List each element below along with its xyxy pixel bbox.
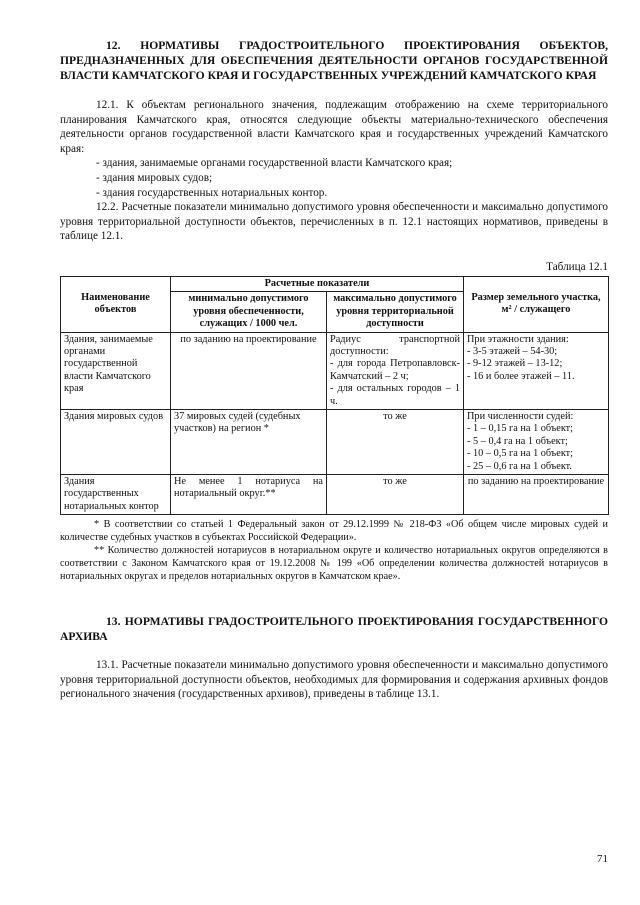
cell-min: по заданию на проектирование [171,332,327,409]
cell-max: то же [327,475,464,515]
table-row [61,410,609,475]
cell-name: Здания государственных нотариальных контор [61,475,171,515]
list-item: - здания государственных нотариальных контор. [96,186,328,199]
footnote-1: * В соответствии со статьей 1 Федеральный закон от 29.12.1999 № 218-ФЗ «Об общем числе мировых судей и количестве судебных участков в субъектах Российской Федерации». [60,519,608,544]
document-page [60,38,608,702]
list-item: - здания, занимаемые органами государственной власти Камчатского края; [96,157,453,170]
cell-land: При этажности здания: - 3-5 этажей – 54-30; - 9-12 этажей – 13-12; - 16 и более этажей – 11. [464,332,609,409]
header-name: Наименование объектов [61,276,171,332]
footnote-2: ** Количество должностей нотариусов в нотариальном округе и количество нотариальных округов определяются в соответствии с Законом Камчатского края от 19.12.2008 № 199 «Об определении количества должностей нотариусов в нотариальных округах и пределов нотариальных округов в Камчатском крае». [60,545,608,583]
table-header-row [61,276,609,291]
cell-max: Радиус транспортной доступности: - для города Петропавловск-Камчатский – 2 ч; - для остальных городов – 1 ч. [327,332,464,409]
paragraph-13-1: 13.1. Расчетные показатели минимально допустимого уровня обеспеченности и максимально допустимого уровня территориальной доступности объектов, необходимых для формирования и содержания архивных фондов регионального значения (государственных архивов), приведены в таблице 13.1. [60,659,608,701]
table-row [61,475,609,515]
page-number: 71 [597,853,608,865]
header-max: максимально допустимого уровня территориальной доступности [327,292,464,332]
table-row [61,332,609,409]
section-12-heading: 12. НОРМАТИВЫ ГРАДОСТРОИТЕЛЬНОГО ПРОЕКТИРОВАНИЯ ОБЪЕКТОВ, ПРЕДНАЗНАЧЕННЫХ ДЛЯ ОБЕСПЕЧЕНИЯ ДЕЯТЕЛЬНОСТИ ОРГАНОВ ГОСУДАРСТВЕННОЙ ВЛАСТИ КАМЧАТСКОГО КРАЯ И ГОСУДАРСТВЕННЫХ УЧРЕЖДЕНИЙ КАМЧАТСКОГО КРАЯ [60,39,608,82]
cell-land: При численности судей: - 1 – 0,15 га на 1 объект; - 5 – 0,4 га на 1 объект; - 10 – 0,5 га на 1 объект; - 25 – 0,6 га на 1 объект. [464,410,609,475]
header-min: минимально допустимого уровня обеспеченности, служащих / 1000 чел. [171,292,327,332]
cell-min: 37 мировых судей (судебных участков) на регион * [171,410,327,475]
header-land: Размер земельного участка, м² / служащего [464,276,609,332]
header-group: Расчетные показатели [171,276,464,291]
section-13-heading: 13. НОРМАТИВЫ ГРАДОСТРОИТЕЛЬНОГО ПРОЕКТИРОВАНИЯ ГОСУДАРСТВЕННОГО АРХИВА [60,615,608,644]
cell-min: Не менее 1 нотариуса на нотариальный округ.** [171,475,327,515]
paragraph-12-1: 12.1. К объектам регионального значения, подлежащим отображению на схеме территориального планирования Камчатского края, относятся следующие объекты материально-технического обеспечения деятельности органов государственной власти Камчатского края и государственных учреждений Камчатского края: [60,99,608,155]
list-item: - здания мировых судов; [96,171,213,184]
cell-land: по заданию на проектирование [464,475,609,515]
table-12-1 [60,276,609,515]
cell-name: Здания, занимаемые органами государственной власти Камчатского края [61,332,171,409]
paragraph-12-2: 12.2. Расчетные показатели минимально допустимого уровня обеспеченности и максимально допустимого уровня территориальной доступности объектов, перечисленных в п. 12.1 настоящих нормативов, приведены в таблице 12.1. [60,201,608,243]
cell-max: то же [327,410,464,475]
cell-name: Здания мировых судов [61,410,171,475]
table-caption: Таблица 12.1 [546,260,608,273]
